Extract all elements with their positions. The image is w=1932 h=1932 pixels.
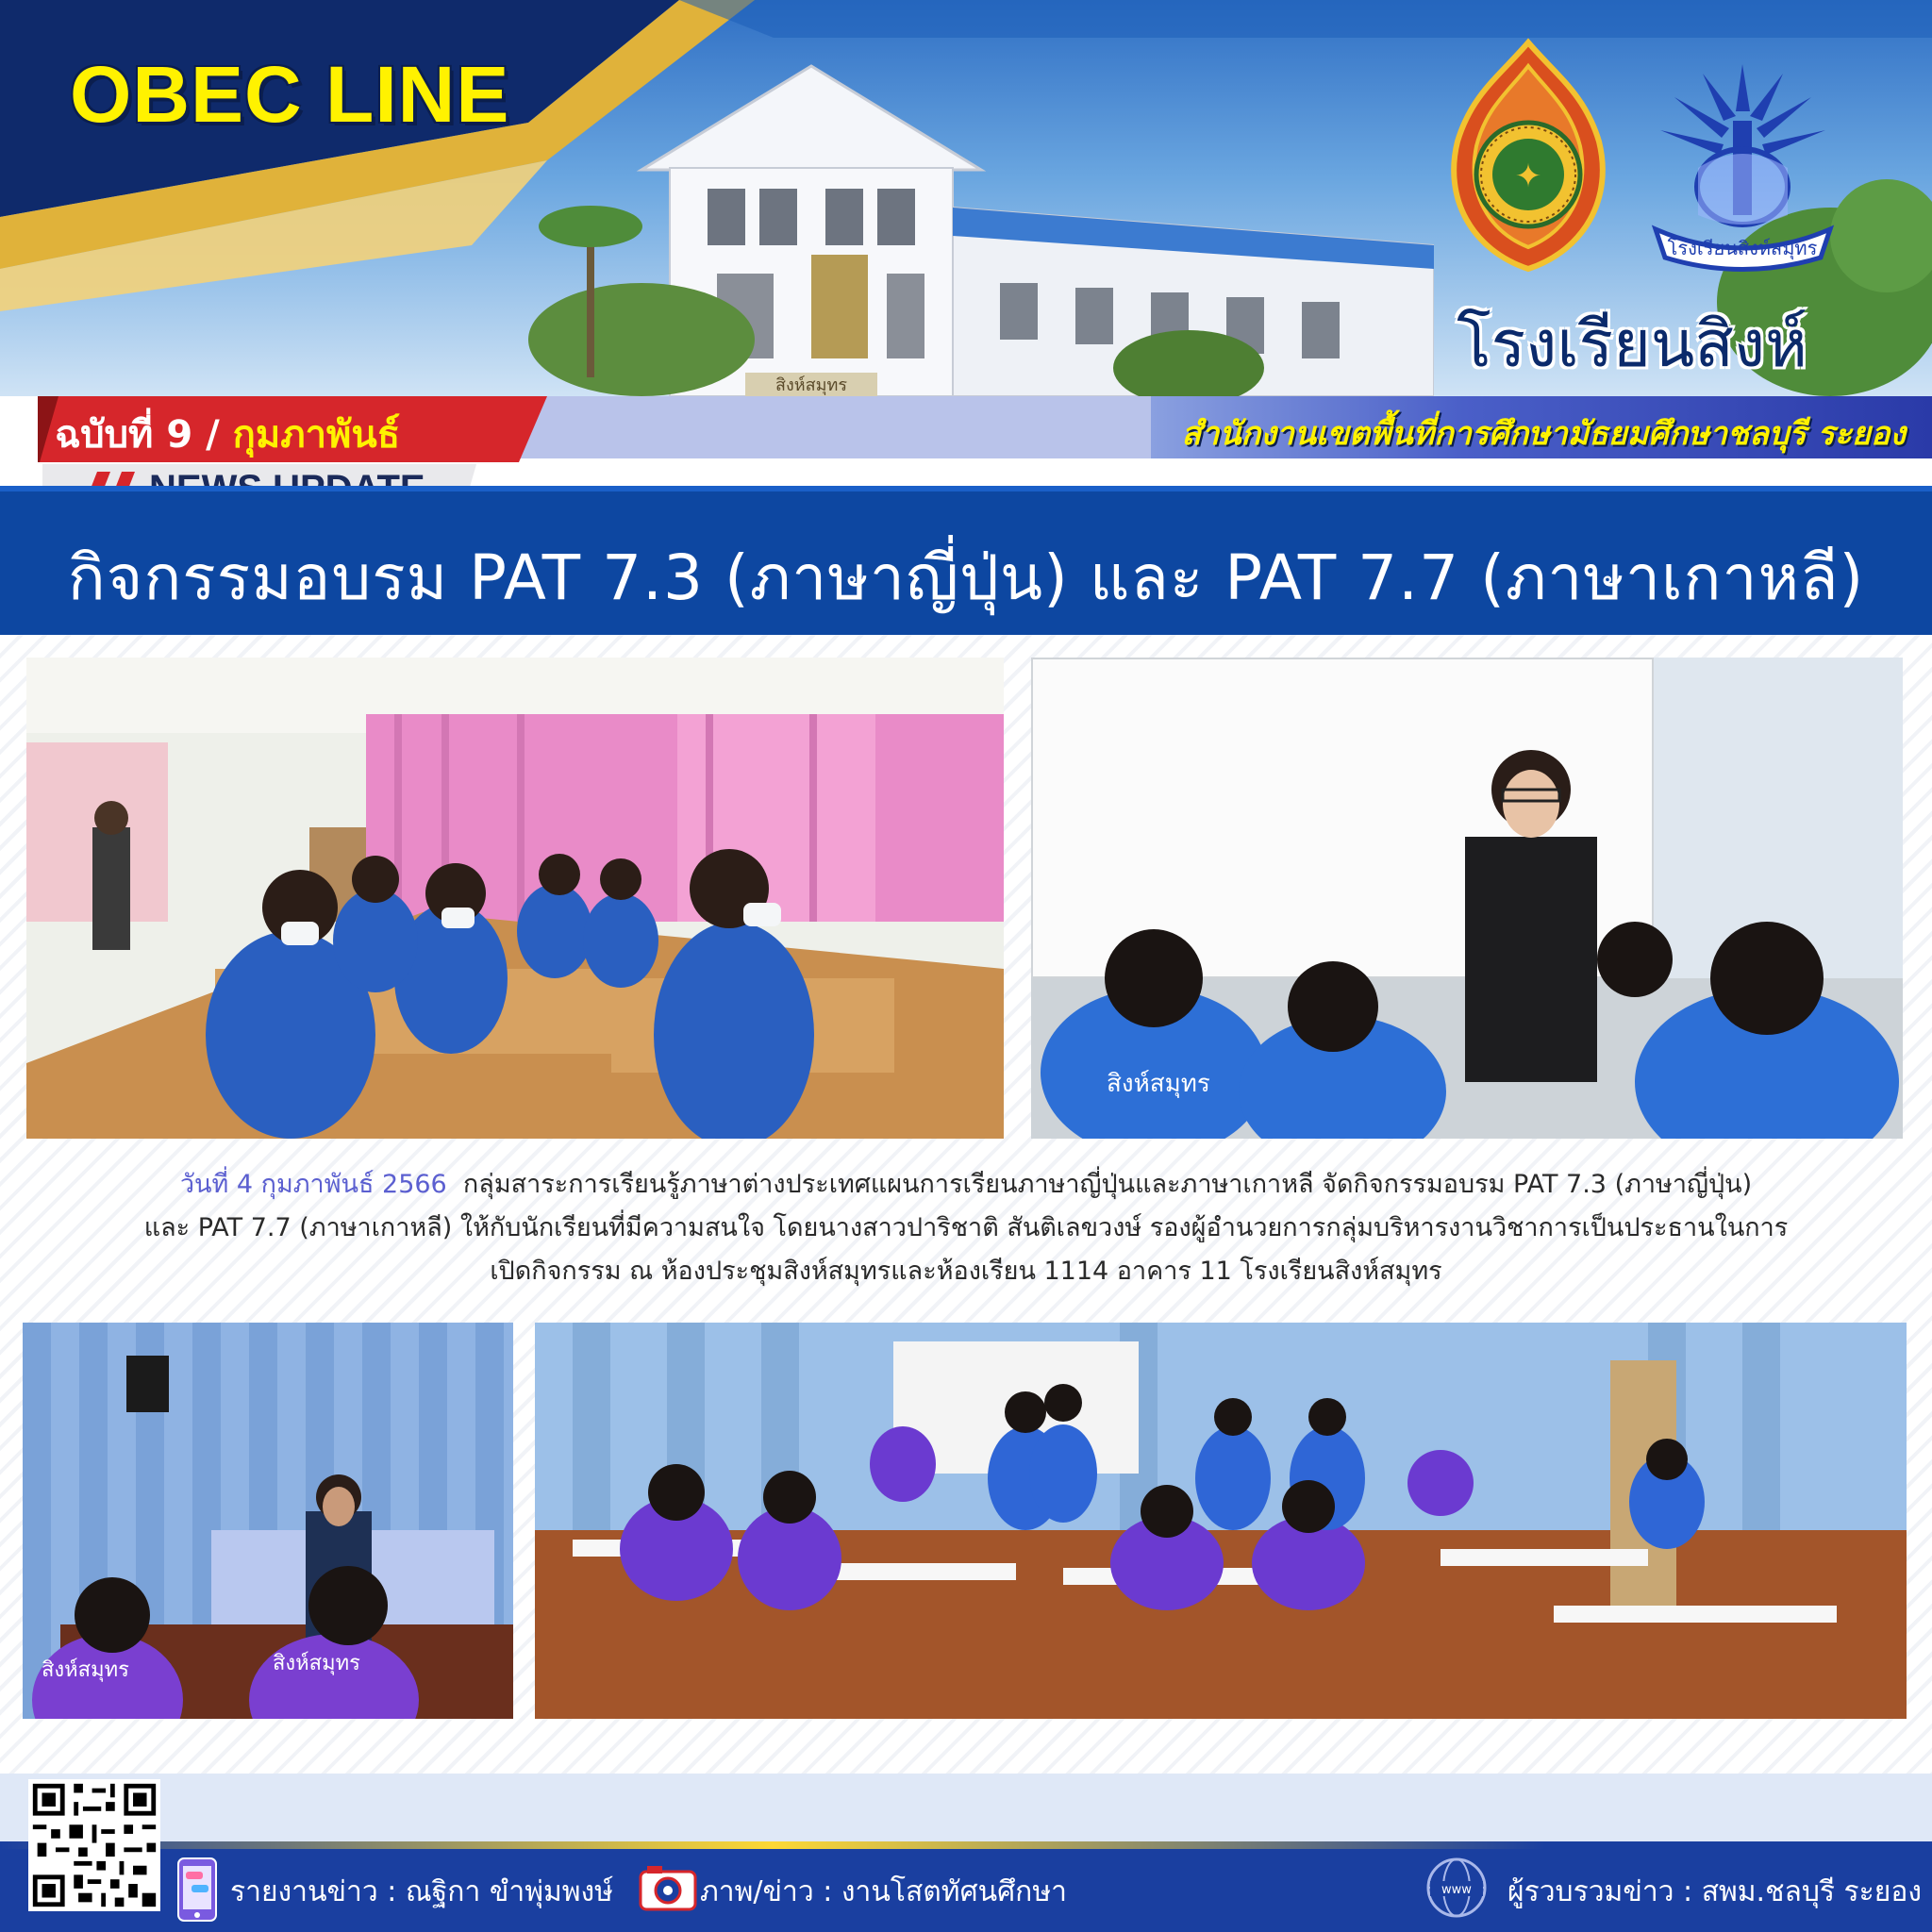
photo-teacher-presenting <box>1031 658 1903 1139</box>
caption-line-1-text: กลุ่มสาระการเรียนรู้ภาษาต่างประเทศแผนการเรียนภาษาญี่ปุ่นและภาษาเกาหลี จัดกิจกรรมอบรม PAT 7.3 (ภาษาญี่ปุ่น) <box>462 1170 1753 1199</box>
header-banner <box>0 0 1932 396</box>
svg-text:สิงห์สมุทร: สิงห์สมุทร <box>42 1658 129 1682</box>
photo-credit: ภาพ/ข่าว : งานโสตทัศนศึกษา <box>700 1875 1067 1908</box>
footer-upper-band <box>0 1774 1932 1849</box>
caption-line-2: และ PAT 7.7 (ภาษาเกาหลี) ให้กับนักเรียนที่มีความสนใจ โดยนางสาวปาริชาติ สันติเลขวงษ์ รองผู้อำนวยการกลุ่มบริหารงานวิชาการเป็นประธานในการ <box>143 1213 1789 1242</box>
issue-date: กุมภาพันธ์ <box>232 413 401 457</box>
caption-line-1 <box>38 1163 1894 1207</box>
reporter-credit: รายงานข่าว : ณฐิกา ขำพุ่มพงษ์ <box>230 1875 613 1908</box>
svg-text:สิงห์สมุทร: สิงห์สมุทร <box>774 375 848 395</box>
photo-speaker-meeting-room <box>23 1323 513 1719</box>
issue-prefix: ฉบับที่ 9 / <box>55 413 233 457</box>
compiler-credit: ผู้รวบรวมข่าว : สพม.ชลบุรี ระยอง <box>1507 1875 1922 1908</box>
photo-classroom-students <box>26 658 1004 1139</box>
page-title: กิจกรรมอบรม PAT 7.3 (ภาษาญี่ปุ่น) และ PAT 7.7 (ภาษาเกาหลี) <box>67 541 1865 614</box>
svg-text:โรงเรียนสิงห์สมุทร: โรงเรียนสิงห์สมุทร <box>1667 237 1818 259</box>
obec-emblem-logo <box>1434 38 1623 274</box>
school-name: โรงเรียนสิงห์ <box>1457 308 1807 382</box>
caption-date: วันที่ 4 กุมภาพันธ์ 2566 <box>179 1170 447 1199</box>
school-emblem-logo <box>1646 45 1840 272</box>
office-name: สำนักงานเขตพื้นที่การศึกษามัธยมศึกษาชลบุรี ระยอง <box>1181 415 1906 453</box>
divider-strip <box>491 396 1170 458</box>
brand-title: OBEC LINE <box>70 50 510 139</box>
photo-group-hall <box>535 1323 1907 1719</box>
news-caption <box>38 1163 1894 1293</box>
smartphone-icon <box>175 1857 219 1923</box>
svg-text:✦: ✦ <box>1514 158 1542 195</box>
caption-line-3: เปิดกิจกรรม ณ ห้องประชุมสิงห์สมุทรและห้องเรียน 1114 อาคาร 11 โรงเรียนสิงห์สมุทร <box>490 1257 1442 1286</box>
svg-text:สิงห์สมุทร: สิงห์สมุทร <box>273 1652 360 1675</box>
camera-icon <box>638 1858 698 1915</box>
qr-code-icon[interactable] <box>28 1779 160 1911</box>
svg-text:สิงห์สมุทร: สิงห์สมุทร <box>1107 1070 1210 1098</box>
footer-accent-line <box>0 1841 1932 1849</box>
website-icon <box>1421 1855 1492 1921</box>
svg-text:www: www <box>1441 1883 1472 1897</box>
